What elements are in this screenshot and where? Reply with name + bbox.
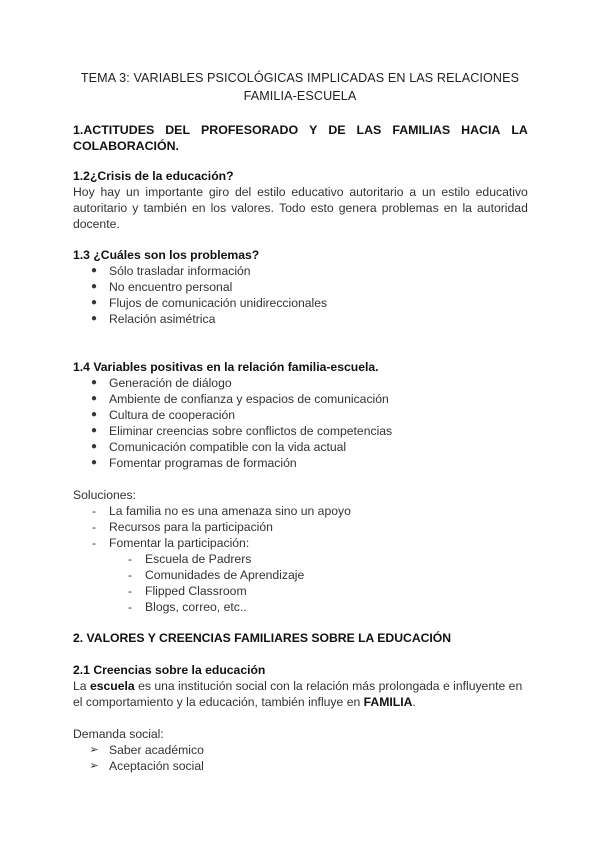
dash-icon: -: [91, 520, 97, 534]
document-title-line1: TEMA 3: VARIABLES PSICOLÓGICAS IMPLICADAS EN LAS RELACIONES: [80, 71, 520, 85]
subsection-1-4-heading: 1.4 Variables positivas en la relación familia-escuela.: [73, 360, 379, 374]
list-item: ➢ Saber académico: [109, 742, 204, 758]
list-item: ➢ Aceptación social: [109, 758, 204, 774]
list-item: - La familia no es una amenaza sino un apoyo: [109, 503, 351, 519]
bullet-icon: ●: [90, 393, 98, 404]
soluciones-label: Soluciones:: [73, 488, 137, 502]
document-title-line2: FAMILIA-ESCUELA: [243, 89, 357, 103]
subsection-2-1-paragraph-line2: el comportamiento y la educación, también influye en FAMILIA.: [73, 695, 416, 709]
list-item: - Recursos para la participación: [109, 519, 273, 535]
sub-list-item: - Comunidades de Aprendizaje: [145, 567, 304, 583]
list-item: ● Cultura de cooperación: [90, 408, 236, 422]
subsection-2-1-heading: 2.1 Creencias sobre la educación: [73, 663, 266, 677]
dash-icon: -: [127, 600, 133, 614]
dash-icon: -: [91, 504, 97, 518]
list-item: ● Generación de diálogo: [90, 376, 232, 390]
arrow-icon: ➢: [89, 760, 99, 772]
sub-list-item: - Flipped Classroom: [145, 583, 247, 599]
dash-icon: -: [91, 536, 97, 550]
list-item: - Fomentar la participación:: [109, 535, 249, 551]
bullet-icon: ●: [90, 457, 98, 468]
list-item: ● Comunicación compatible con la vida actual: [90, 440, 347, 454]
sub-list-item: - Blogs, correo, etc..: [145, 599, 247, 615]
bullet-icon: ●: [90, 265, 98, 276]
subsection-1-2-paragraph-line1: Hoy hay un importante giro del estilo educativo autoritario a un estilo educativo: [73, 185, 528, 199]
subsection-1-3-heading: 1.3 ¿Cuáles son los problemas?: [73, 248, 260, 262]
list-item: ● Fomentar programas de formación: [90, 456, 297, 470]
demanda-label: Demanda social:: [73, 727, 164, 741]
bullet-icon: ●: [90, 377, 98, 388]
arrow-icon: ➢: [89, 744, 99, 756]
section2-heading: 2. VALORES Y CREENCIAS FAMILIARES SOBRE LA EDUCACIÓN: [73, 631, 452, 645]
list-item: ● Eliminar creencias sobre conflictos de competencias: [90, 424, 393, 438]
bullet-icon: ●: [90, 441, 98, 452]
dash-icon: -: [127, 552, 133, 566]
subsection-1-2-paragraph-line3: docente.: [73, 217, 120, 231]
list-item: ● Relación asimétrica: [90, 312, 216, 326]
dash-icon: -: [127, 568, 133, 582]
list-item: ● No encuentro personal: [90, 280, 233, 294]
list-item: ● Ambiente de confianza y espacios de comunicación: [90, 392, 389, 406]
bullet-icon: ●: [90, 425, 98, 436]
subsection-2-1-paragraph-line1: La escuela es una institución social con la relación más prolongada e influyente en: [73, 679, 523, 693]
list-item: ● Sólo trasladar información: [90, 264, 251, 278]
sub-list-item: - Escuela de Padrers: [145, 551, 251, 567]
section1-heading-line2: COLABORACIÓN.: [73, 139, 180, 153]
bold-term-escuela: escuela: [89, 679, 135, 693]
bullet-icon: ●: [90, 409, 98, 420]
list-item: ● Flujos de comunicación unidireccionales: [90, 296, 328, 310]
bullet-icon: ●: [90, 297, 98, 308]
subsection-1-2-heading: 1.2¿Crisis de la educación?: [73, 169, 234, 183]
dash-icon: -: [127, 584, 133, 598]
section1-heading-line1: 1.ACTITUDES DEL PROFESORADO Y DE LAS FAMILIAS HACIA LA: [73, 123, 528, 137]
bold-term-familia: FAMILIA: [363, 695, 413, 709]
subsection-1-2-paragraph-line2: autoritario y también en los valores. Todo esto genera problemas en la autoridad: [73, 201, 528, 215]
bullet-icon: ●: [90, 313, 98, 324]
bullet-icon: ●: [90, 281, 98, 292]
